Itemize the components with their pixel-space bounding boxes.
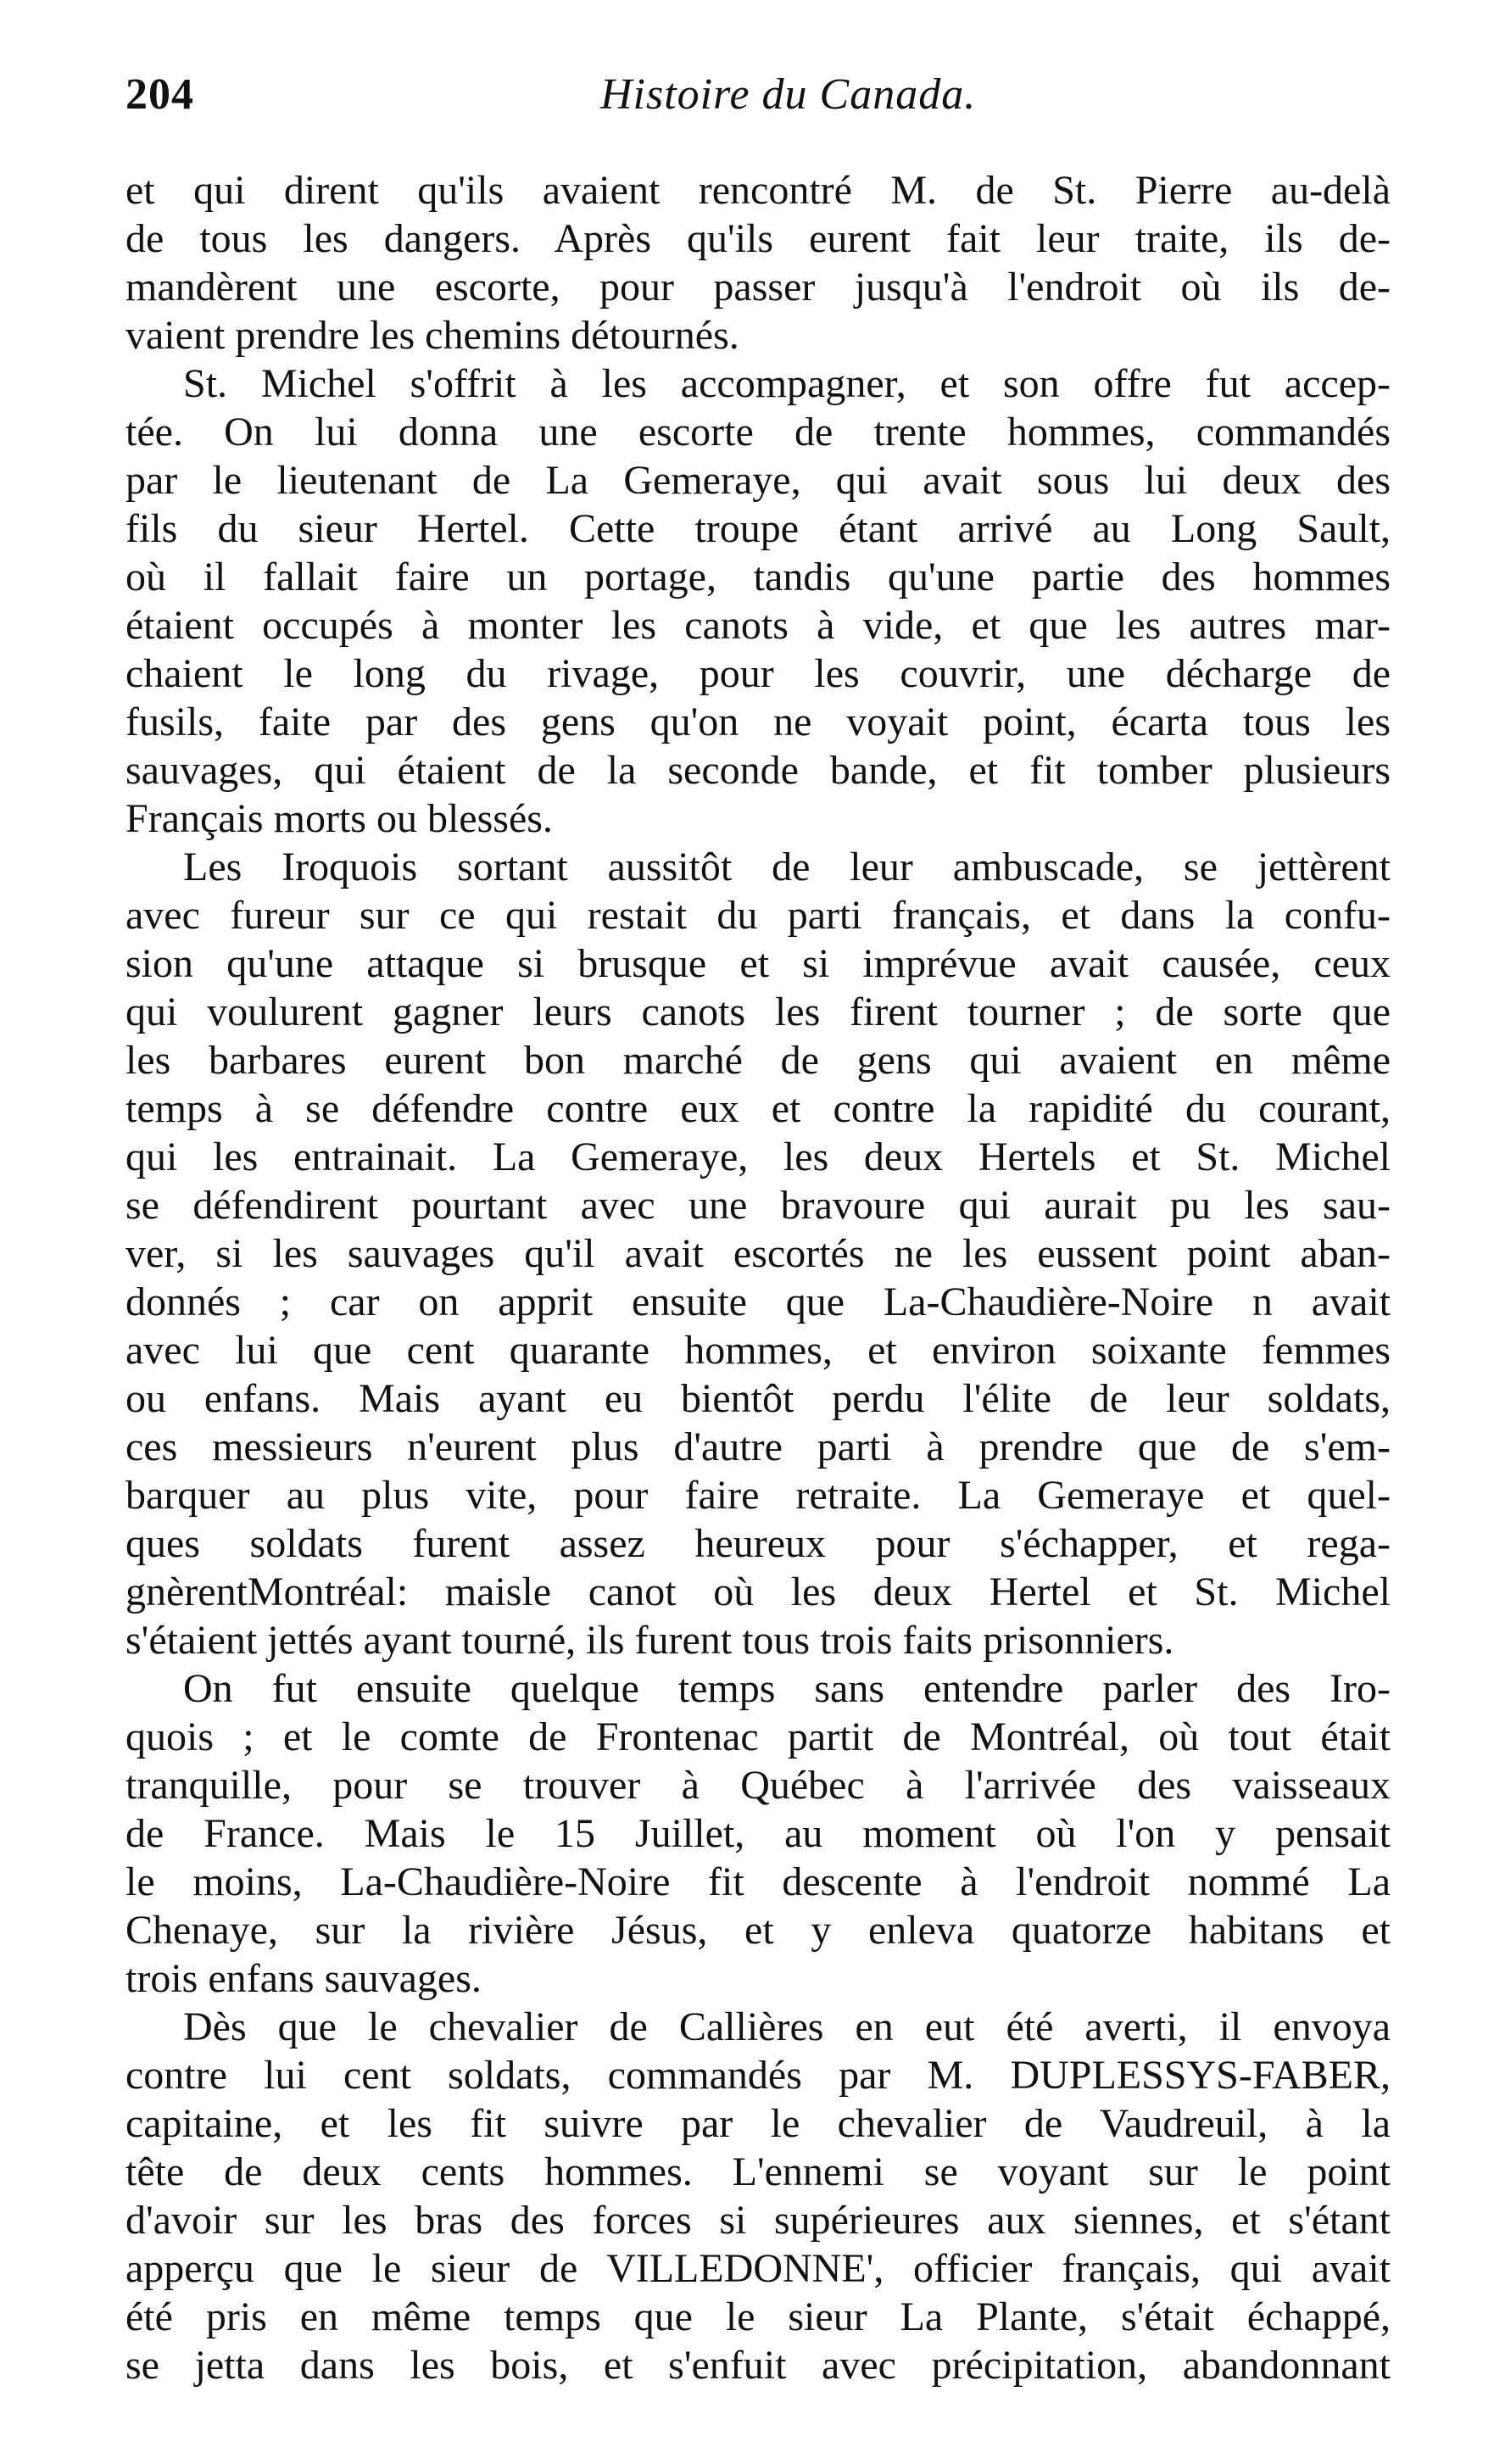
text-line: étaient occupés à monter les canots à vide, et que les autres mar- [125,603,1391,648]
text-line: Les Iroquois sortant aussitôt de leur ambuscade, se jettèrent [183,845,1391,889]
page-header [125,49,1397,125]
text-line: temps à se défendre contre eux et contre la rapidité du courant, [125,1086,1391,1131]
text-line: se défendirent pourtant avec une bravoure qui aurait pu les sau- [125,1183,1391,1228]
text-line: trois enfans sauvages. [125,1956,482,2001]
text-line: gnèrentMontréal: maisle canot où les deux Hertel et St. Michel [125,1569,1391,1614]
text-line: Français morts ou blessés. [125,796,553,841]
text-line: avec lui que cent quarante hommes, et environ soixante femmes [125,1328,1391,1373]
body-text [125,166,1391,2389]
text-line: ver, si les sauvages qu'il avait escortés ne les eussent point aban- [125,1231,1391,1276]
text-line: ces messieurs n'eurent plus d'autre parti à prendre que de s'em- [125,1424,1391,1469]
text-line: vaient prendre les chemins détournés. [125,313,739,358]
text-line: chaient le long du rivage, pour les couvrir, une décharge de [125,651,1391,696]
text-line: avec fureur sur ce qui restait du parti français, et dans la confu- [125,893,1391,938]
text-line: été pris en même temps que le sieur La Plante, s'était échappé, [125,2294,1391,2339]
text-line: mandèrent une escorte, pour passer jusqu'à l'endroit où ils de- [125,265,1391,309]
text-line: ques soldats furent assez heureux pour s'échapper, et rega- [125,1521,1391,1566]
text-line: fusils, faite par des gens qu'on ne voyait point, écarta tous les [125,700,1391,744]
text-line: barquer au plus vite, pour faire retraite. La Gemeraye et quel- [125,1473,1391,1518]
text-line: contre lui cent soldats, commandés par M. DUPLESSYS-FABER, [125,2053,1391,2098]
running-title: Histoire du Canada. [600,70,977,119]
text-line: les barbares eurent bon marché de gens qui avaient en même [125,1038,1391,1083]
page-number: 204 [125,70,194,119]
text-line: Chenaye, sur la rivière Jésus, et y enleva quatorze habitans et [125,1908,1391,1953]
text-line: d'avoir sur les bras des forces si supérieures aux siennes, et s'étant [125,2198,1391,2243]
text-line: quois ; et le comte de Frontenac partit de Montréal, où tout était [125,1714,1391,1759]
text-line: sion qu'une attaque si brusque et si imprévue avait causée, ceux [125,941,1391,986]
text-line: fils du sieur Hertel. Cette troupe étant arrivé au Long Sault, [125,506,1391,551]
text-line: tête de deux cents hommes. L'ennemi se voyant sur le point [125,2149,1391,2194]
text-line: où il fallait faire un portage, tandis qu'une partie des hommes [125,555,1391,599]
text-line: capitaine, et les fit suivre par le chevalier de Vaudreuil, à la [125,2101,1391,2146]
text-line: On fut ensuite quelque temps sans entendre parler des Iro- [183,1666,1391,1711]
text-line: qui voulurent gagner leurs canots les firent tourner ; de sorte que [125,990,1391,1034]
text-line: le moins, La-Chaudière-Noire fit descente à l'endroit nommé La [125,1859,1391,1904]
text-line: St. Michel s'offrit à les accompagner, et son offre fut accep- [183,361,1391,406]
text-line: qui les entrainait. La Gemeraye, les deux Hertels et St. Michel [125,1134,1391,1179]
text-line: apperçu que le sieur de VILLEDONNE', officier français, qui avait [125,2246,1391,2291]
text-line: ou enfans. Mais ayant eu bientôt perdu l'élite de leur soldats, [125,1376,1391,1421]
text-line: se jetta dans les bois, et s'enfuit avec précipitation, abandonnant [125,2343,1391,2388]
text-line: par le lieutenant de La Gemeraye, qui avait sous lui deux des [125,458,1391,503]
text-line: sauvages, qui étaient de la seconde bande, et fit tomber plusieurs [125,748,1391,793]
text-line: de France. Mais le 15 Juillet, au moment où l'on y pensait [125,1811,1391,1856]
text-line: de tous les dangers. Après qu'ils eurent fait leur traite, ils de- [125,216,1391,261]
text-line: donnés ; car on apprit ensuite que La-Chaudière-Noire n avait [125,1279,1391,1324]
text-line: et qui dirent qu'ils avaient rencontré M. de St. Pierre au-delà [125,168,1391,213]
text-line: Dès que le chevalier de Callières en eut été averti, il envoya [183,2004,1391,2049]
text-line: tée. On lui donna une escorte de trente hommes, commandés [125,410,1391,454]
text-line: tranquille, pour se trouver à Québec à l'arrivée des vaisseaux [125,1763,1391,1808]
text-line: s'étaient jettés ayant tourné, ils furent tous trois faits prisonniers. [125,1618,1174,1663]
